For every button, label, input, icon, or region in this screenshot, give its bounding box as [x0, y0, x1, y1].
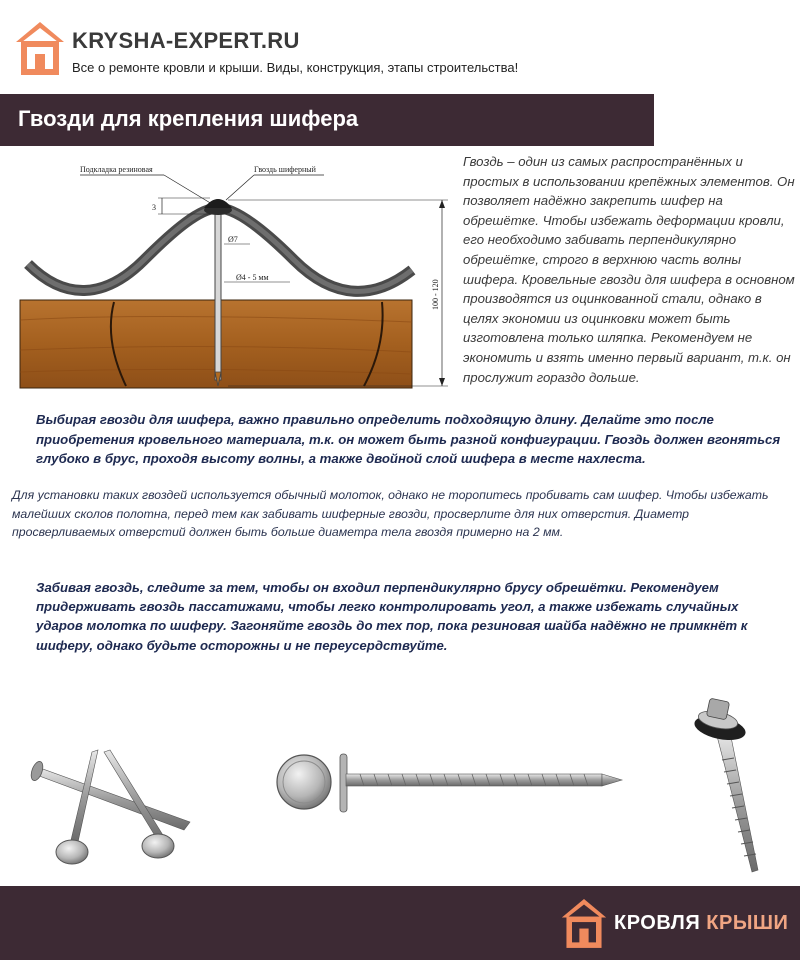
label-washer: Подкладка резиновая	[80, 165, 153, 174]
crossed-nails-image	[29, 750, 190, 864]
footer-brand-main: КРОВЛЯ	[614, 912, 701, 934]
roofing-screw-image	[692, 698, 758, 872]
footer-brand[interactable]	[614, 912, 788, 935]
site-header	[0, 0, 800, 92]
footer-brand-accent: КРЫШИ	[706, 912, 789, 934]
slate-nail-image	[277, 754, 622, 812]
dim-head: 3	[152, 203, 156, 212]
dim-length: 100 - 120	[431, 279, 440, 310]
label-nail: Гвоздь шиферный	[254, 165, 316, 174]
nail-head	[204, 199, 232, 208]
nail-photos	[0, 690, 800, 880]
footer	[0, 886, 800, 960]
paragraph-installation: Для установки таких гвоздей используется обычный молоток, однако не торопитесь пробивать сам шифер. Чтобы избежать малейших сколов полотна, перед тем как забивать шиферные гвозди, просверлите для них отверстия. Диаметр просверливаемых отверстий должен быть больше диаметра тела гвоздя примерно на 2 мм.	[12, 488, 769, 539]
site-tagline: Все о ремонте кровли и крыши. Виды, конструкция, этапы строительства!	[72, 60, 519, 75]
dim-diam-head: Ø7	[228, 235, 238, 244]
nail-installation-diagram	[14, 160, 454, 396]
title-bar	[0, 94, 654, 146]
house-logo-icon[interactable]	[14, 20, 66, 76]
nail-shaft	[215, 212, 221, 380]
footer-house-logo-icon[interactable]	[560, 896, 608, 950]
intro-text: Гвоздь – один из самых распространённых и простых в использовании крепёжных элементов. Он позволяет надёжно закрепить шифер на обрешётке. Чтобы избежать деформации кровли, его необходимо забивать перпендикулярно обрешётке, строго в верхнюю часть волны шифера. Кровельные гвозди для шифера в основном производятся из оцинкованной стали, однако в целях экономии из оцинковки может быть изготовлена только шляпка. Рекомендуем не экономить и взять именно первый вариант, т.к. он прослужит гораздо дольше.	[463, 154, 795, 385]
paragraph-hammering: Забивая гвоздь, следите за тем, чтобы он входил перпендикулярно брусу обрешётки. Рекомендуем придерживать гвоздь пассатижами, чтобы легко контролировать угол, а также избежать случайных ударов молотка по шиферу. Загоняйте гвоздь до тех пор, пока резиновая шайба надёжно не примкнёт к шиферу, однако будьте осторожны и не переусердствуйте.	[36, 580, 748, 653]
dim-diam-body: Ø4 - 5 мм	[236, 273, 269, 282]
site-name[interactable]: KRYSHA-EXPERT.RU	[72, 28, 300, 53]
paragraph-length: Выбирая гвозди для шифера, важно правильно определить подходящую длину. Делайте это после приобретения кровельного материала, т.к. он может быть разной конфигурации. Гвоздь должен вгоняться глубоко в брус, проходя высоту волны, а также двойной слой шифера в месте нахлеста.	[36, 412, 781, 466]
page-title: Гвозди для крепления шифера	[18, 106, 359, 131]
